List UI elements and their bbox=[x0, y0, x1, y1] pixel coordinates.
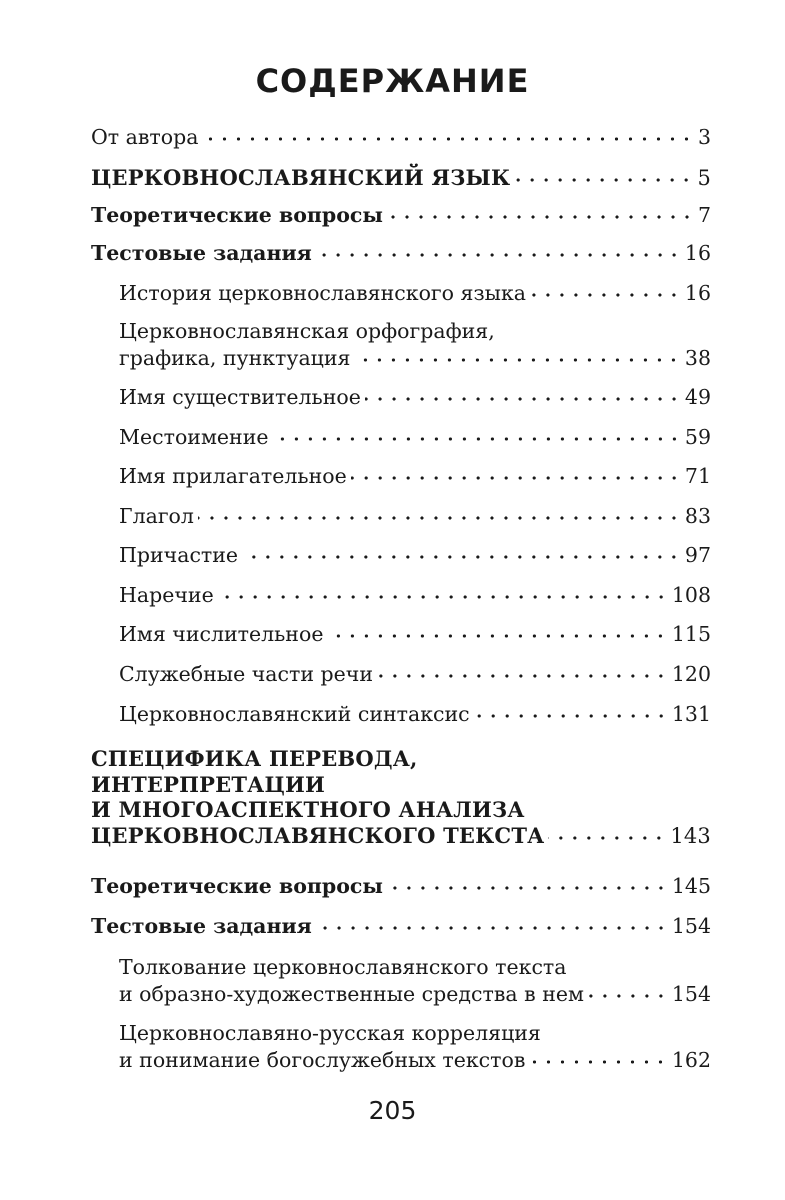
dot-leader bbox=[588, 994, 668, 998]
dot-leader bbox=[530, 293, 681, 297]
toc-entry-label: Служебные части речи bbox=[119, 662, 373, 686]
toc-entry-label: Имя прилагательное bbox=[119, 464, 347, 488]
toc-subentry bbox=[119, 384, 711, 411]
toc-entry-page: 83 bbox=[684, 504, 711, 528]
dot-leader bbox=[387, 215, 694, 219]
dot-leader bbox=[316, 926, 668, 930]
toc-entry-page: 97 bbox=[684, 543, 711, 567]
toc-subentry bbox=[119, 463, 711, 490]
toc-entry-page: 49 bbox=[684, 385, 711, 409]
toc-entry-theory-2 bbox=[91, 873, 711, 900]
page-number: 205 bbox=[368, 1096, 417, 1125]
toc-entry-label: Наречие bbox=[119, 583, 214, 607]
toc-subentry bbox=[119, 318, 711, 372]
toc-entry-label: Церковнославяно-русская корреляция bbox=[119, 1021, 541, 1045]
dot-leader bbox=[218, 595, 668, 599]
dot-leader bbox=[327, 634, 667, 638]
dot-leader bbox=[273, 437, 681, 441]
toc-entry-page: 59 bbox=[684, 425, 711, 449]
dot-leader bbox=[316, 253, 681, 257]
toc-entry-label: ИНТЕРПРЕТАЦИИ bbox=[91, 771, 326, 797]
toc-entry-label: Толкование церковнославянского текста bbox=[119, 955, 567, 979]
toc-entry-label: История церковнославянского языка bbox=[119, 281, 526, 305]
dot-leader bbox=[198, 516, 681, 520]
dot-leader bbox=[351, 476, 681, 480]
toc-section-church-slavonic bbox=[91, 164, 711, 192]
toc-entry-label: Тестовые задания bbox=[91, 914, 312, 938]
page-title: СОДЕРЖАНИЕ bbox=[255, 62, 530, 100]
toc-subentry bbox=[119, 661, 711, 688]
toc-entry-label: Имя числительное bbox=[119, 622, 324, 646]
toc-entry-page: 3 bbox=[697, 125, 711, 149]
toc-subentry bbox=[119, 280, 711, 307]
toc-entry-label: Теоретические вопросы bbox=[91, 874, 383, 898]
toc-entry-page: 7 bbox=[697, 203, 711, 227]
toc-entry-label: Причастие bbox=[119, 543, 239, 567]
toc-entry-label: Глагол bbox=[119, 504, 194, 528]
toc-entry-label: ЦЕРКОВНОСЛАВЯНСКИЙ ЯЗЫК bbox=[91, 165, 511, 190]
toc-subentry bbox=[119, 701, 711, 728]
toc-entry-label: СПЕЦИФИКА ПЕРЕВОДА, bbox=[91, 746, 418, 771]
toc-entry-label: Местоимение bbox=[119, 425, 269, 449]
toc-entry-page: 16 bbox=[684, 281, 711, 305]
toc-subentry bbox=[119, 542, 711, 569]
toc-subentry bbox=[119, 954, 711, 1008]
toc-entry-label: и понимание богослужебных текстов bbox=[119, 1048, 526, 1072]
toc-entry-page: 154 bbox=[671, 914, 711, 938]
toc-entry-page: 162 bbox=[671, 1048, 711, 1072]
toc-entry-from-author bbox=[91, 124, 711, 151]
toc-entry-page: 145 bbox=[671, 874, 711, 898]
dot-leader bbox=[377, 674, 668, 678]
toc-subentry bbox=[119, 1020, 711, 1074]
toc-entry-label: и образно-художественные средства в нем bbox=[119, 982, 584, 1006]
toc-entry-page: 131 bbox=[671, 702, 711, 726]
toc-entry-tests-2 bbox=[91, 913, 711, 940]
toc-entry-label: ЦЕРКОВНОСЛАВЯНСКОГО ТЕКСТА bbox=[91, 822, 545, 848]
dot-leader bbox=[548, 836, 666, 840]
toc-entry-page: 16 bbox=[684, 241, 711, 265]
toc-section-translation bbox=[91, 746, 711, 849]
toc-entry-label: Тестовые задания bbox=[91, 241, 312, 265]
toc-subentry bbox=[119, 503, 711, 530]
toc-entry-page: 5 bbox=[697, 166, 711, 190]
toc-entry-page: 38 bbox=[684, 346, 711, 370]
toc-subentry bbox=[119, 424, 711, 451]
dot-leader bbox=[242, 555, 681, 559]
toc-entry-page: 108 bbox=[671, 583, 711, 607]
toc-entry-label: От автора bbox=[91, 125, 199, 149]
dot-leader bbox=[529, 1060, 667, 1064]
dot-leader bbox=[202, 137, 693, 141]
dot-leader bbox=[474, 714, 668, 718]
toc-entry-page: 154 bbox=[671, 982, 711, 1006]
toc-entry-label: Теоретические вопросы bbox=[91, 203, 383, 227]
dot-leader bbox=[365, 397, 681, 401]
toc-entry-label: И МНОГОАСПЕКТНОГО АНАЛИЗА bbox=[91, 797, 525, 822]
toc-entry-page: 71 bbox=[684, 464, 711, 488]
toc-entry-page: 143 bbox=[670, 823, 711, 848]
toc-subentry bbox=[119, 621, 711, 648]
toc-entry-label: графика, пунктуация bbox=[119, 346, 351, 370]
dot-leader bbox=[514, 178, 693, 182]
toc-entry-theory-1 bbox=[91, 202, 711, 229]
dot-leader bbox=[354, 358, 680, 362]
toc-entry-tests-1 bbox=[91, 240, 711, 267]
toc-entry-label: Имя существительное bbox=[119, 385, 361, 409]
toc-entry-label: Церковнославянский синтаксис bbox=[119, 702, 470, 726]
toc-entry-page: 115 bbox=[671, 622, 711, 646]
toc-entry-page: 120 bbox=[671, 662, 711, 686]
toc-entry-label: Церковнославянская орфография, bbox=[119, 319, 495, 343]
toc-subentry bbox=[119, 582, 711, 609]
dot-leader bbox=[387, 886, 668, 890]
